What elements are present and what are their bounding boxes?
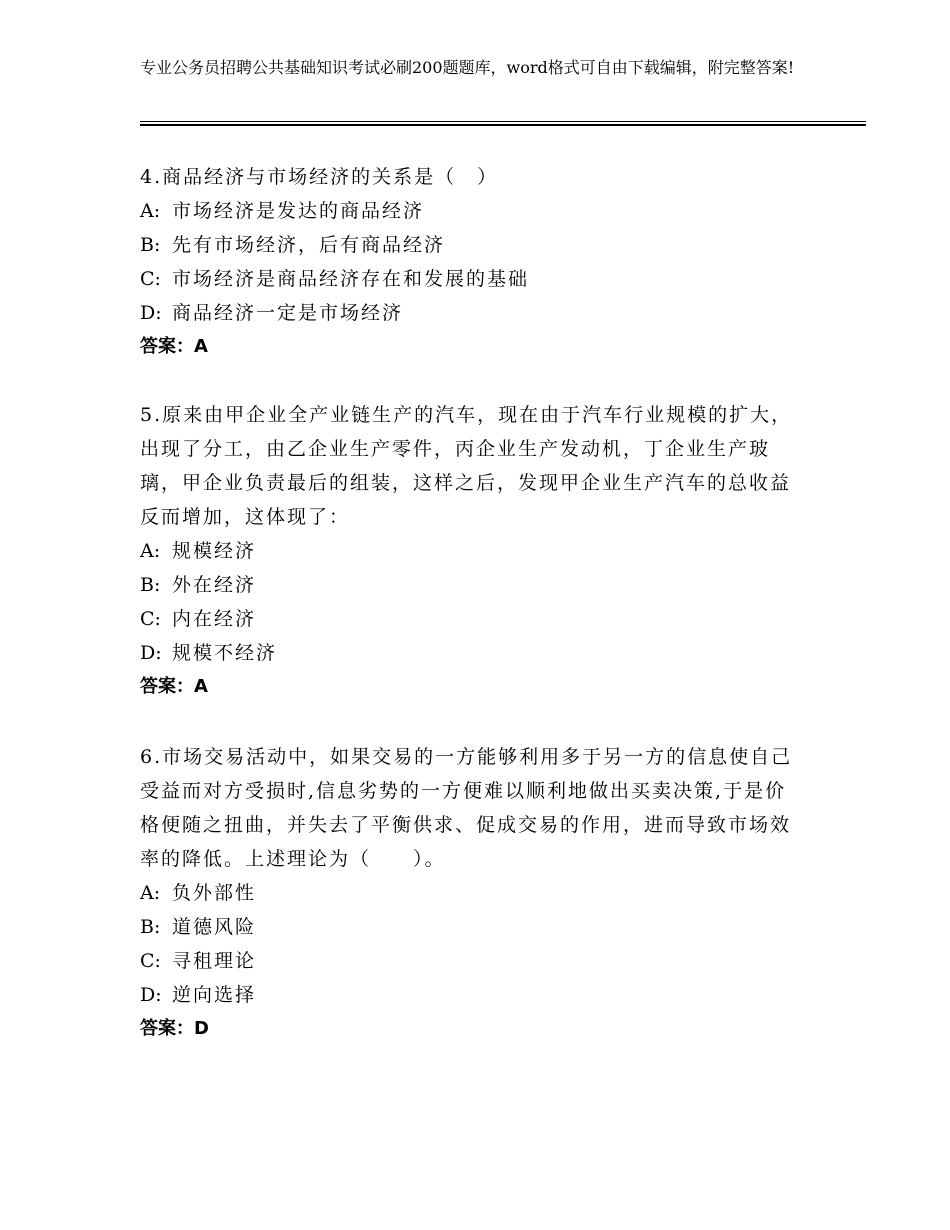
option-text: 外在经济: [172, 574, 257, 596]
question-stem: 4.商品经济与市场经济的关系是（ ）: [140, 166, 499, 188]
option-letter: C:: [140, 608, 161, 630]
option-letter: A:: [140, 540, 161, 562]
option-letter: D:: [140, 302, 162, 324]
option-letter: A:: [140, 882, 161, 904]
answer-label: 答案：A: [140, 336, 208, 357]
option-letter: B:: [140, 916, 161, 938]
option-text: 市场经济是发达的商品经济: [172, 200, 425, 222]
option-text: 内在经济: [172, 608, 257, 630]
question-stem: 5.原来由甲企业全产业链生产的汽车，现在由于汽车行业规模的扩大，出现了分工，由乙企业生产零件，丙企业生产发动机，丁企业生产玻璃，甲企业负责最后的组装，这样之后，发现甲企业生产汽车的总收益反而增加，这体现了：: [140, 404, 793, 528]
option-text: 道德风险: [172, 916, 257, 938]
option-text: 规模不经济: [172, 642, 278, 664]
answer-label: 答案：A: [140, 676, 208, 697]
option-text: 先有市场经济，后有商品经济: [172, 234, 446, 256]
option-letter: B:: [140, 234, 161, 256]
option-a: [140, 194, 800, 228]
option-a: [140, 534, 800, 568]
option-b: [140, 910, 800, 944]
header-rule-top: [140, 121, 866, 122]
option-d: [140, 296, 800, 330]
option-d: [140, 636, 800, 670]
option-letter: B:: [140, 574, 161, 596]
option-letter: C:: [140, 268, 161, 290]
answer-label: 答案：D: [140, 1018, 209, 1039]
option-c: [140, 262, 800, 296]
document-header: [140, 56, 840, 80]
option-text: 市场经济是商品经济存在和发展的基础: [172, 268, 530, 290]
option-c: [140, 944, 800, 978]
option-b: [140, 228, 800, 262]
option-c: [140, 602, 800, 636]
header-text: 专业公务员招聘公共基础知识考试必刷200题题库，word格式可自由下载编辑，附完整答案!: [140, 58, 795, 77]
option-text: 逆向选择: [172, 984, 257, 1006]
question-stem: 6.市场交易活动中，如果交易的一方能够利用多于另一方的信息使自己受益而对方受损时,信息劣势的一方便难以顺利地做出买卖决策,于是价格便随之扭曲，并失去了平衡供求、促成交易的作用，进而导致市场效率的降低。上述理论为（ ）。: [140, 746, 793, 870]
option-letter: D:: [140, 984, 162, 1006]
question-5: [140, 398, 800, 704]
option-text: 规模经济: [172, 540, 257, 562]
option-b: [140, 568, 800, 602]
option-text: 寻租理论: [172, 950, 257, 972]
option-a: [140, 876, 800, 910]
option-letter: C:: [140, 950, 161, 972]
option-text: 商品经济一定是市场经济: [172, 302, 404, 324]
header-rule-bottom: [140, 124, 866, 126]
option-letter: A:: [140, 200, 161, 222]
question-4: [140, 160, 800, 364]
question-6: [140, 740, 800, 1046]
option-text: 负外部性: [172, 882, 257, 904]
option-d: [140, 978, 800, 1012]
option-letter: D:: [140, 642, 162, 664]
